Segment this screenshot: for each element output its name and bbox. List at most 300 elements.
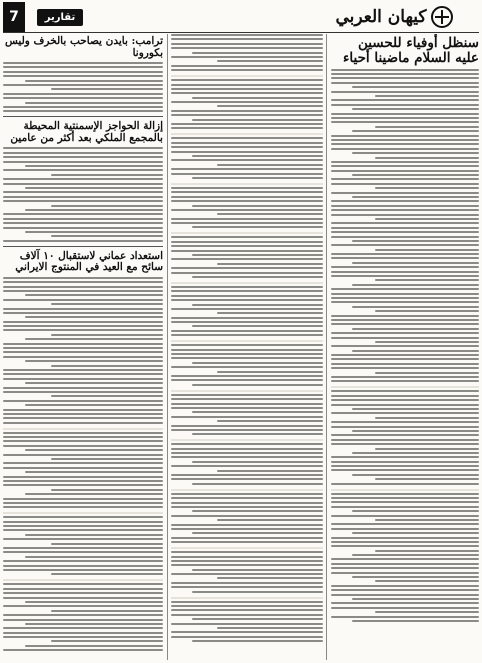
text-line bbox=[331, 332, 479, 334]
article-body bbox=[3, 62, 163, 112]
text-line bbox=[331, 222, 479, 224]
text-line bbox=[217, 577, 323, 579]
text-line bbox=[192, 640, 323, 642]
text-line bbox=[331, 412, 479, 414]
text-line bbox=[331, 91, 479, 93]
text-line bbox=[171, 142, 323, 144]
text-line bbox=[192, 177, 323, 179]
text-line bbox=[3, 169, 163, 171]
text-line bbox=[331, 545, 479, 547]
text-line bbox=[171, 474, 323, 476]
page-number: 7 bbox=[3, 2, 25, 32]
text-line bbox=[3, 178, 163, 180]
text-line bbox=[331, 572, 479, 574]
text-line bbox=[171, 502, 323, 504]
text-line bbox=[331, 523, 479, 525]
text-line bbox=[352, 576, 479, 578]
text-line bbox=[3, 627, 163, 629]
text-line bbox=[171, 146, 323, 148]
text-line bbox=[3, 413, 163, 415]
text-line bbox=[375, 341, 479, 343]
text-line bbox=[3, 191, 163, 193]
text-line bbox=[352, 430, 479, 432]
text-line bbox=[331, 121, 479, 123]
globe-logo-icon bbox=[431, 6, 453, 28]
text-line bbox=[375, 218, 479, 220]
text-line bbox=[3, 476, 163, 478]
text-line bbox=[352, 86, 479, 88]
text-line bbox=[331, 515, 479, 517]
lead-article-body bbox=[331, 69, 479, 383]
text-line bbox=[171, 286, 323, 288]
text-line bbox=[3, 636, 163, 638]
text-line bbox=[51, 489, 163, 491]
text-line bbox=[25, 231, 163, 233]
text-line bbox=[192, 483, 323, 485]
text-line bbox=[3, 409, 163, 411]
text-line bbox=[3, 373, 163, 375]
text-line bbox=[3, 213, 163, 215]
text-line bbox=[3, 498, 163, 500]
text-line bbox=[375, 279, 479, 281]
text-line bbox=[331, 135, 479, 137]
text-line bbox=[331, 99, 479, 101]
text-line bbox=[331, 288, 479, 290]
section-box bbox=[25, 2, 95, 32]
text-line bbox=[25, 80, 163, 82]
text-line bbox=[51, 334, 163, 336]
text-line bbox=[331, 483, 479, 485]
text-line bbox=[217, 420, 323, 422]
text-line bbox=[3, 649, 163, 651]
text-line bbox=[3, 286, 163, 288]
text-line bbox=[331, 461, 479, 463]
subhead bbox=[3, 579, 163, 581]
article-body bbox=[3, 277, 163, 424]
text-line bbox=[51, 88, 163, 90]
text-line bbox=[375, 372, 479, 374]
subhead bbox=[171, 282, 323, 284]
text-line bbox=[171, 573, 323, 575]
text-line bbox=[25, 360, 163, 362]
text-line bbox=[331, 426, 479, 428]
text-line bbox=[331, 244, 479, 246]
text-line bbox=[375, 611, 479, 613]
text-line bbox=[3, 347, 163, 349]
text-line bbox=[171, 65, 323, 67]
text-line bbox=[331, 585, 479, 587]
text-line bbox=[331, 358, 479, 360]
text-line bbox=[3, 583, 163, 585]
subhead bbox=[171, 597, 323, 599]
text-line bbox=[3, 391, 163, 393]
text-line bbox=[331, 380, 479, 382]
text-line bbox=[331, 395, 479, 397]
text-line bbox=[171, 236, 323, 238]
text-line bbox=[51, 365, 163, 367]
text-line bbox=[192, 97, 323, 99]
text-line bbox=[192, 433, 323, 435]
columns bbox=[3, 34, 479, 660]
text-line bbox=[352, 620, 479, 622]
text-line bbox=[331, 148, 479, 150]
text-line bbox=[171, 623, 323, 625]
text-line bbox=[3, 84, 163, 86]
text-line bbox=[331, 214, 479, 216]
text-line bbox=[331, 563, 479, 565]
text-line bbox=[3, 387, 163, 389]
text-line bbox=[25, 449, 163, 451]
text-line bbox=[171, 631, 323, 633]
text-line bbox=[171, 506, 323, 508]
text-line bbox=[3, 614, 163, 616]
text-line bbox=[3, 521, 163, 523]
text-line bbox=[331, 607, 479, 609]
text-line bbox=[192, 591, 323, 593]
text-line bbox=[331, 367, 479, 369]
text-line bbox=[25, 534, 163, 536]
text-line bbox=[217, 263, 323, 265]
text-line bbox=[331, 293, 479, 295]
text-line bbox=[51, 543, 163, 545]
text-line bbox=[3, 325, 163, 327]
lead-article-headline: سنظل أوفياء للحسين عليه السلام ماضينا أحياء bbox=[343, 35, 479, 66]
text-line bbox=[375, 310, 479, 312]
text-line bbox=[171, 330, 323, 332]
text-line bbox=[171, 366, 323, 368]
text-line bbox=[51, 573, 163, 575]
text-line bbox=[3, 400, 163, 402]
subhead bbox=[171, 489, 323, 491]
text-line bbox=[25, 316, 163, 318]
text-line bbox=[331, 558, 479, 560]
text-line bbox=[3, 93, 163, 95]
text-line bbox=[352, 554, 479, 556]
text-line bbox=[331, 469, 479, 471]
text-line bbox=[3, 551, 163, 553]
text-line bbox=[171, 92, 323, 94]
section-label: تقارير bbox=[37, 9, 83, 26]
article-body bbox=[171, 137, 323, 179]
text-line bbox=[331, 178, 479, 180]
article-body bbox=[171, 601, 323, 643]
text-line bbox=[171, 524, 323, 526]
text-line bbox=[171, 609, 323, 611]
text-line bbox=[331, 205, 479, 207]
text-line bbox=[25, 645, 163, 647]
text-line bbox=[3, 422, 163, 424]
text-line bbox=[331, 231, 479, 233]
article-body bbox=[171, 551, 323, 593]
text-line bbox=[171, 551, 323, 553]
article-body bbox=[331, 390, 479, 484]
header-bar bbox=[3, 2, 479, 33]
text-line bbox=[171, 110, 323, 112]
text-line bbox=[25, 187, 163, 189]
text-line bbox=[25, 338, 163, 340]
text-line bbox=[171, 321, 323, 323]
text-line bbox=[331, 465, 479, 467]
text-line bbox=[352, 532, 479, 534]
text-line bbox=[171, 582, 323, 584]
text-line bbox=[192, 362, 323, 364]
text-line bbox=[331, 266, 479, 268]
text-line bbox=[331, 271, 479, 273]
text-line bbox=[51, 205, 163, 207]
text-line bbox=[171, 47, 323, 49]
article-body bbox=[171, 79, 323, 129]
text-line bbox=[3, 356, 163, 358]
text-line bbox=[171, 173, 323, 175]
text-line bbox=[3, 560, 163, 562]
text-line bbox=[25, 556, 163, 558]
text-line bbox=[3, 351, 163, 353]
text-line bbox=[171, 379, 323, 381]
text-line bbox=[375, 580, 479, 582]
text-line bbox=[25, 404, 163, 406]
subhead bbox=[171, 547, 323, 549]
text-line bbox=[217, 105, 323, 107]
text-line bbox=[352, 284, 479, 286]
text-line bbox=[171, 43, 323, 45]
text-line bbox=[3, 343, 163, 345]
text-line bbox=[171, 403, 323, 405]
article-headline: استعداد عماني لاستقبال ١٠ آلاف سائح مع العيد في المنتوج الايراني bbox=[15, 249, 163, 274]
text-line bbox=[171, 267, 323, 269]
text-line bbox=[3, 321, 163, 323]
text-line bbox=[192, 155, 323, 157]
text-line bbox=[25, 493, 163, 495]
text-line bbox=[171, 398, 323, 400]
text-line bbox=[3, 480, 163, 482]
text-line bbox=[3, 106, 163, 108]
text-line bbox=[171, 465, 323, 467]
text-line bbox=[171, 137, 323, 139]
text-line bbox=[331, 506, 479, 508]
text-line bbox=[331, 77, 479, 79]
text-line bbox=[3, 538, 163, 540]
text-line bbox=[331, 82, 479, 84]
text-line bbox=[331, 139, 479, 141]
text-line bbox=[171, 114, 323, 116]
text-line bbox=[192, 119, 323, 121]
middle-column bbox=[167, 34, 327, 660]
subhead bbox=[171, 75, 323, 77]
text-line bbox=[192, 384, 323, 386]
subhead bbox=[3, 428, 163, 430]
article-body bbox=[171, 493, 323, 543]
text-line bbox=[3, 329, 163, 331]
text-line bbox=[331, 345, 479, 347]
text-line bbox=[171, 196, 323, 198]
text-line bbox=[3, 308, 163, 310]
text-line bbox=[3, 454, 163, 456]
text-line bbox=[3, 565, 163, 567]
text-line bbox=[3, 484, 163, 486]
text-line bbox=[331, 567, 479, 569]
text-line bbox=[171, 515, 323, 517]
text-line bbox=[3, 183, 163, 185]
text-line bbox=[171, 250, 323, 252]
text-line bbox=[51, 640, 163, 642]
text-line bbox=[51, 235, 163, 237]
text-line bbox=[3, 200, 163, 202]
text-line bbox=[171, 151, 323, 153]
subhead bbox=[171, 439, 323, 441]
text-line bbox=[171, 308, 323, 310]
article-body bbox=[171, 443, 323, 485]
text-line bbox=[217, 371, 323, 373]
text-line bbox=[171, 191, 323, 193]
text-line bbox=[171, 586, 323, 588]
text-line bbox=[331, 439, 479, 441]
text-line bbox=[3, 156, 163, 158]
text-line bbox=[192, 510, 323, 512]
text-line bbox=[331, 183, 479, 185]
text-line bbox=[51, 610, 163, 612]
text-line bbox=[171, 79, 323, 81]
text-line bbox=[375, 550, 479, 552]
divider bbox=[3, 116, 163, 117]
text-line bbox=[352, 196, 479, 198]
text-line bbox=[3, 147, 163, 149]
text-line bbox=[3, 240, 163, 242]
text-line bbox=[352, 262, 479, 264]
text-line bbox=[3, 605, 163, 607]
text-line bbox=[171, 334, 323, 336]
left-column bbox=[3, 34, 163, 660]
text-line bbox=[192, 325, 323, 327]
subhead bbox=[171, 133, 323, 135]
text-line bbox=[25, 209, 163, 211]
text-line bbox=[331, 227, 479, 229]
text-line bbox=[171, 497, 323, 499]
text-line bbox=[331, 528, 479, 530]
text-line bbox=[331, 434, 479, 436]
text-line bbox=[51, 458, 163, 460]
text-line bbox=[331, 315, 479, 317]
text-line bbox=[352, 350, 479, 352]
text-line bbox=[171, 200, 323, 202]
text-line bbox=[171, 272, 323, 274]
text-line bbox=[192, 304, 323, 306]
text-line bbox=[331, 589, 479, 591]
text-line bbox=[375, 187, 479, 189]
text-line bbox=[25, 382, 163, 384]
text-line bbox=[171, 353, 323, 355]
text-line bbox=[3, 290, 163, 292]
article-body bbox=[171, 394, 323, 436]
text-line bbox=[331, 209, 479, 211]
text-line bbox=[217, 213, 323, 215]
text-line bbox=[171, 429, 323, 431]
text-line bbox=[3, 281, 163, 283]
text-line bbox=[3, 369, 163, 371]
text-line bbox=[3, 467, 163, 469]
text-line bbox=[171, 349, 323, 351]
text-line bbox=[3, 547, 163, 549]
text-line bbox=[217, 312, 323, 314]
text-line bbox=[375, 157, 479, 159]
text-line bbox=[375, 417, 479, 419]
text-line bbox=[352, 240, 479, 242]
article-body bbox=[3, 147, 163, 241]
text-line bbox=[192, 205, 323, 207]
text-line bbox=[331, 319, 479, 321]
text-line bbox=[192, 276, 323, 278]
text-line bbox=[3, 97, 163, 99]
text-line bbox=[331, 161, 479, 163]
text-line bbox=[352, 306, 479, 308]
text-line bbox=[331, 376, 479, 378]
text-line bbox=[25, 294, 163, 296]
text-line bbox=[331, 501, 479, 503]
text-line bbox=[3, 592, 163, 594]
text-line bbox=[375, 126, 479, 128]
text-line bbox=[171, 222, 323, 224]
article-body bbox=[3, 432, 163, 509]
text-line bbox=[331, 493, 479, 495]
text-line bbox=[171, 317, 323, 319]
text-line bbox=[3, 196, 163, 198]
text-line bbox=[171, 448, 323, 450]
text-line bbox=[171, 168, 323, 170]
text-line bbox=[171, 443, 323, 445]
text-line bbox=[217, 627, 323, 629]
text-line bbox=[3, 506, 163, 508]
text-line bbox=[352, 328, 479, 330]
text-line bbox=[331, 275, 479, 277]
subhead bbox=[331, 489, 479, 491]
text-line bbox=[171, 127, 323, 129]
text-line bbox=[171, 187, 323, 189]
text-line bbox=[171, 241, 323, 243]
text-line bbox=[217, 470, 323, 472]
text-line bbox=[3, 378, 163, 380]
text-line bbox=[171, 528, 323, 530]
text-line bbox=[171, 69, 323, 71]
article-body bbox=[171, 344, 323, 386]
article-headline: إزالة الحواجز الإسمنتية المحيطة بالمجمع الملكي بعد أكثر من عامين bbox=[10, 120, 163, 144]
text-line bbox=[3, 110, 163, 112]
text-line bbox=[3, 75, 163, 77]
masthead-title: كيهان العربي bbox=[335, 7, 427, 27]
text-line bbox=[3, 525, 163, 527]
text-line bbox=[352, 108, 479, 110]
text-line bbox=[3, 299, 163, 301]
text-line bbox=[25, 471, 163, 473]
text-line bbox=[3, 529, 163, 531]
text-line bbox=[171, 541, 323, 543]
text-line bbox=[171, 394, 323, 396]
subhead bbox=[3, 512, 163, 514]
text-line bbox=[171, 601, 323, 603]
text-line bbox=[3, 152, 163, 154]
text-line bbox=[217, 164, 323, 166]
article-body bbox=[331, 493, 479, 622]
subhead bbox=[171, 340, 323, 342]
text-line bbox=[352, 474, 479, 476]
text-line bbox=[3, 432, 163, 434]
text-line bbox=[3, 462, 163, 464]
text-line bbox=[331, 594, 479, 596]
text-line bbox=[331, 143, 479, 145]
text-line bbox=[3, 312, 163, 314]
text-line bbox=[171, 493, 323, 495]
subhead bbox=[171, 390, 323, 392]
text-line bbox=[3, 66, 163, 68]
text-line bbox=[192, 532, 323, 534]
